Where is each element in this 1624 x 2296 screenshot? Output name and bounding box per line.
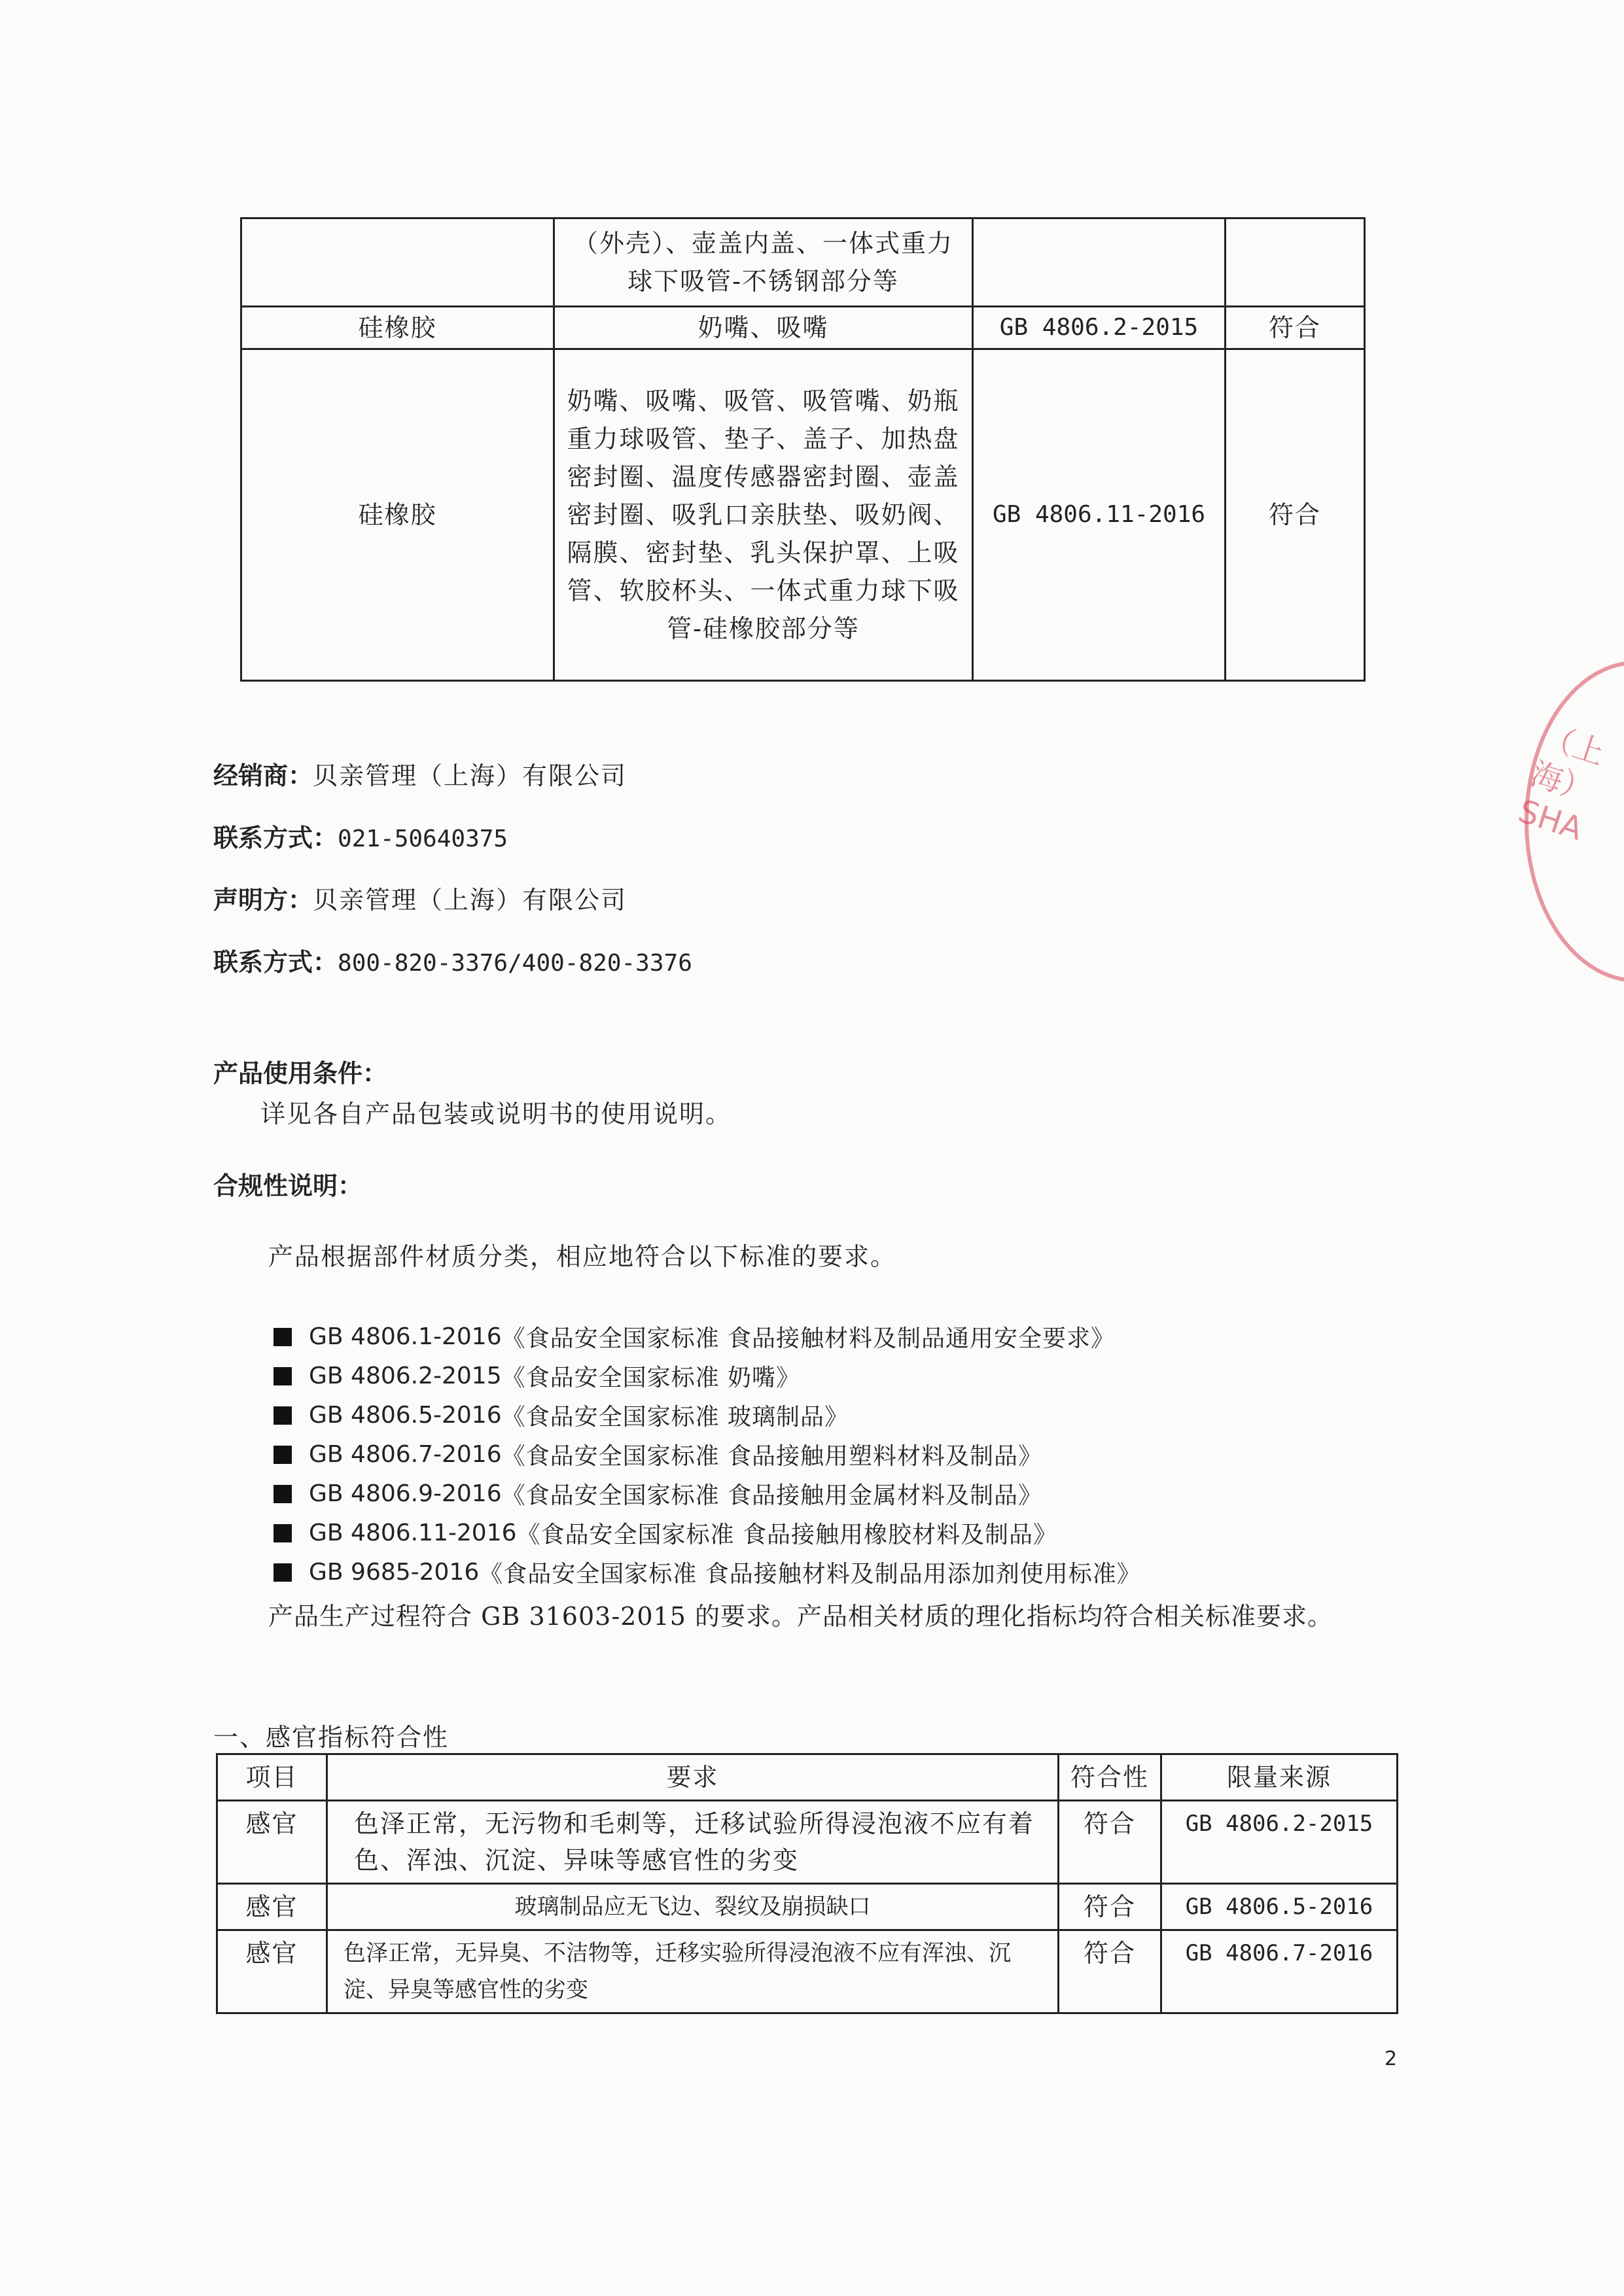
- bullet-square-icon: [274, 1485, 292, 1503]
- requirement-cell: 色泽正常，无异臭、不洁物等，迁移实验所得浸泡液不应有浑浊、沉淀、异臭等感官性的劣变: [327, 1930, 1059, 2013]
- seal-stamp-text: （上 海） SHA: [1513, 718, 1610, 848]
- usage-text: 详见各自产品包装或说明书的使用说明。: [260, 1100, 732, 1128]
- result-cell: [1226, 218, 1365, 307]
- table-row: [241, 307, 1365, 349]
- table-row: [217, 1884, 1398, 1930]
- standard-item: GB 4806.11-2016 《食品安全国家标准 食品接触用橡胶材料及制品》: [274, 1516, 1057, 1550]
- declarant-contact-label: 联系方式：: [213, 948, 338, 977]
- table-row: [217, 1930, 1398, 2013]
- requirement-cell: 色泽正常，无污物和毛刺等，迁移试验所得浸泡液不应有着色、浑浊、沉淀、异味等感官性的劣变: [327, 1801, 1059, 1884]
- result-cell: 符合: [1226, 307, 1365, 349]
- standard-item: GB 4806.5-2016 《食品安全国家标准 玻璃制品》: [274, 1399, 849, 1432]
- item-cell: 感官: [217, 1801, 327, 1884]
- item-cell: 感官: [217, 1930, 327, 2013]
- declarant-line: [213, 880, 627, 916]
- materials-table: [240, 217, 1366, 682]
- standard-cell: GB 4806.11-2016: [973, 349, 1226, 681]
- header-result: 符合性: [1059, 1754, 1161, 1801]
- table-header-row: [217, 1754, 1398, 1801]
- sensory-table: [216, 1753, 1398, 2014]
- declarant-value: 贝亲管理（上海）有限公司: [313, 886, 627, 914]
- compliance-conclusion: 产品生产过程符合 GB 31603-2015 的要求。产品相关材质的理化指标均符合相关标准要求。: [268, 1602, 1333, 1631]
- material-cell: [241, 218, 554, 307]
- standard-item: GB 4806.9-2016 《食品安全国家标准 食品接触用金属材料及制品》: [274, 1477, 1042, 1510]
- header-source: 限量来源: [1161, 1754, 1398, 1801]
- compliance-intro: 产品根据部件材质分类，相应地符合以下标准的要求。: [268, 1242, 897, 1271]
- source-cell: GB 4806.7-2016: [1161, 1930, 1398, 2013]
- material-cell: 硅橡胶: [241, 349, 554, 681]
- usage-heading: 产品使用条件：: [213, 1059, 388, 1088]
- distributor-contact-value: 021-50640375: [338, 826, 508, 852]
- distributor-contact-label: 联系方式：: [213, 824, 338, 852]
- requirement-cell: 玻璃制品应无飞边、裂纹及崩损缺口: [327, 1884, 1059, 1930]
- result-cell: 符合: [1059, 1884, 1161, 1930]
- table-row: [241, 349, 1365, 681]
- bullet-square-icon: [274, 1446, 292, 1464]
- bullet-square-icon: [274, 1524, 292, 1542]
- distributor-line: [213, 756, 627, 791]
- parts-cell: 奶嘴、吸嘴、吸管、吸管嘴、奶瓶重力球吸管、垫子、盖子、加热盘密封圈、温度传感器密封圈、壶盖密封圈、吸乳口亲肤垫、吸奶阀、隔膜、密封垫、乳头保护罩、上吸管、软胶杯头、一体式重力球下吸管-硅橡胶部分等: [554, 349, 973, 681]
- standard-cell: GB 4806.2-2015: [973, 307, 1226, 349]
- declarant-contact-line: [213, 942, 692, 978]
- bullet-square-icon: [274, 1563, 292, 1582]
- bullet-square-icon: [274, 1406, 292, 1425]
- table-row: [241, 218, 1365, 307]
- standard-item: GB 4806.2-2015 《食品安全国家标准 奶嘴》: [274, 1359, 800, 1393]
- source-cell: GB 4806.5-2016: [1161, 1884, 1398, 1930]
- standard-item: GB 4806.7-2016 《食品安全国家标准 食品接触用塑料材料及制品》: [274, 1438, 1042, 1471]
- standard-item: GB 9685-2016 《食品安全国家标准 食品接触材料及制品用添加剂使用标准》: [274, 1556, 1141, 1589]
- parts-cell: （外壳）、壶盖内盖、一体式重力球下吸管-不锈钢部分等: [554, 218, 973, 307]
- page-number: 2: [1385, 2047, 1398, 2070]
- distributor-value: 贝亲管理（上海）有限公司: [313, 761, 627, 790]
- result-cell: 符合: [1226, 349, 1365, 681]
- distributor-contact-line: [213, 818, 508, 854]
- header-requirement: 要求: [327, 1754, 1059, 1801]
- distributor-label: 经销商：: [213, 761, 313, 790]
- declarant-label: 声明方：: [213, 886, 313, 914]
- source-cell: GB 4806.2-2015: [1161, 1801, 1398, 1884]
- material-cell: 硅橡胶: [241, 307, 554, 349]
- declarant-contact-value: 800-820-3376/400-820-3376: [338, 950, 692, 977]
- result-cell: 符合: [1059, 1801, 1161, 1884]
- parts-cell: 奶嘴、吸嘴: [554, 307, 973, 349]
- standard-cell: [973, 218, 1226, 307]
- compliance-heading: 合规性说明：: [213, 1172, 363, 1200]
- table-row: [217, 1801, 1398, 1884]
- standard-item: GB 4806.1-2016 《食品安全国家标准 食品接触材料及制品通用安全要求》: [274, 1320, 1115, 1353]
- result-cell: 符合: [1059, 1930, 1161, 2013]
- bullet-square-icon: [274, 1328, 292, 1346]
- sensory-section-title: 一、感官指标符合性: [213, 1723, 450, 1752]
- header-item: 项目: [217, 1754, 327, 1801]
- bullet-square-icon: [274, 1367, 292, 1385]
- item-cell: 感官: [217, 1884, 327, 1930]
